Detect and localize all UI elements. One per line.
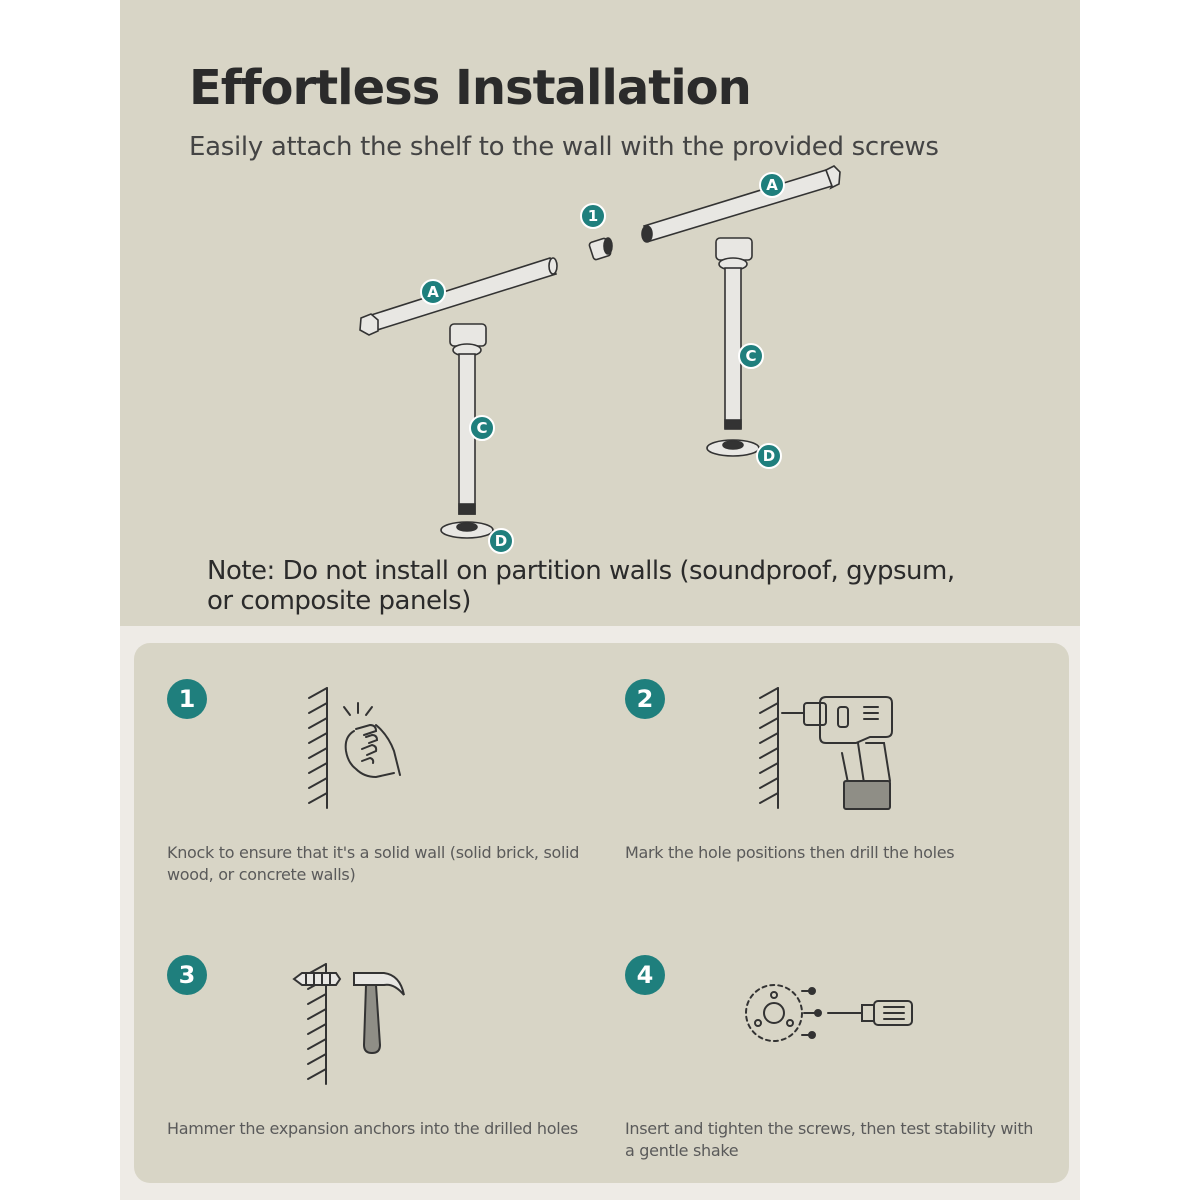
knock-wall-icon bbox=[254, 663, 414, 813]
step-number: 1 bbox=[167, 679, 207, 719]
label-pipe-left bbox=[421, 280, 445, 304]
svg-text:C: C bbox=[745, 347, 757, 365]
hammer-anchor-icon bbox=[254, 939, 414, 1089]
step-4 bbox=[592, 919, 1032, 1179]
step-text: Mark the hole positions then drill the holes bbox=[625, 843, 955, 862]
step-text: Insert and tighten the screws, then test stability with a gentle shake bbox=[625, 1119, 1034, 1160]
drill-icon bbox=[712, 663, 912, 813]
svg-text:D: D bbox=[494, 532, 508, 550]
label-riser-right bbox=[739, 344, 763, 368]
page-subtitle: Easily attach the shelf to the wall with the provided screws bbox=[189, 132, 939, 162]
step-1 bbox=[134, 643, 580, 903]
step-3 bbox=[134, 919, 578, 1179]
step-text: Knock to ensure that it's a solid wall (solid brick, solid wood, or concrete walls) bbox=[167, 843, 580, 884]
label-flange-right bbox=[757, 444, 781, 468]
top-panel bbox=[120, 0, 1080, 626]
coupling-part bbox=[589, 238, 612, 261]
svg-text:A: A bbox=[766, 176, 778, 194]
label-coupling bbox=[581, 204, 605, 228]
step-number: 3 bbox=[167, 955, 207, 995]
step-number: 4 bbox=[625, 955, 665, 995]
pipe-right bbox=[642, 166, 840, 242]
screwdriver-flange-icon bbox=[712, 939, 932, 1089]
step-text: Hammer the expansion anchors into the drilled holes bbox=[167, 1119, 578, 1138]
svg-text:C: C bbox=[476, 419, 488, 437]
warning-note: Note: Do not install on partition walls (soundproof, gypsum, or composite panels) bbox=[207, 556, 955, 616]
step-2 bbox=[592, 643, 1032, 903]
step-number: 2 bbox=[625, 679, 665, 719]
parts-diagram bbox=[120, 0, 1080, 626]
steps-panel bbox=[134, 643, 1069, 1183]
page-title: Effortless Installation bbox=[189, 60, 751, 116]
svg-text:A: A bbox=[427, 283, 439, 301]
label-pipe-right bbox=[760, 173, 784, 197]
label-flange-left bbox=[489, 529, 513, 553]
svg-text:1: 1 bbox=[587, 207, 599, 225]
svg-text:D: D bbox=[762, 447, 776, 465]
label-riser-left bbox=[470, 416, 494, 440]
installation-page bbox=[120, 0, 1080, 1200]
